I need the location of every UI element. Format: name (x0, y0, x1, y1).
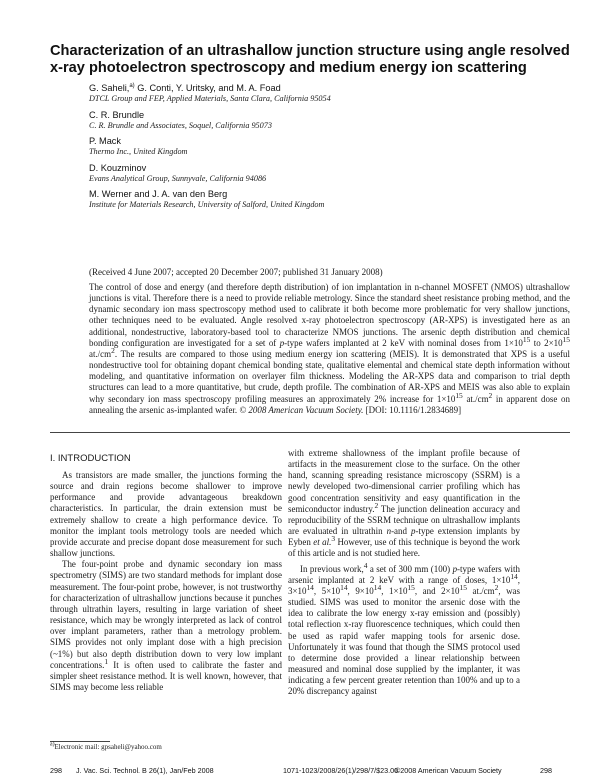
paragraph-text: , was studied. SIMS was used to monitor the arsenic dose with the idea to calibrate the low energy x-ray emission and (possibly) total reflection x-ray fluorescence techniques, which could then be used as rapid wafer mapping tools for arsenic dose. Unfortunately it was found that though the SIMS protocol used to determine dose provided a linear relationship between measured and nominal dose supplied by the implanter, it was indicating a few percent greater retention than 100% and up to a 20% discrepancy against (288, 585, 520, 697)
doi-link[interactable]: [DOI: 10.1116/1.2834689] (363, 404, 462, 415)
footnote-text: Electronic mail: gpsaheli@yahoo.com (54, 743, 162, 751)
abstract-text: -type wafers implanted at 2 keV with nominal doses from 1×10 (284, 337, 523, 348)
exponent: 15 (459, 582, 467, 592)
author-affiliation: C. R. Brundle and Associates, Soquel, California 95073 (89, 120, 272, 130)
paragraph-text: p (411, 526, 416, 537)
paragraph-text: et al. (313, 537, 332, 548)
paragraph: As transistors are made smaller, the junctions forming the source and drain regions become shallower to improve performance and provide advantageous breakdown characteristics. In particular, the drain extension must be extremely shallow to create a high performance device. To monitor the implant tools metrology tools are needed which provide accurate and precise dopant dose measurement for such shallow junctions. (50, 470, 282, 559)
paragraph-text: p (452, 563, 458, 574)
paragraph-text: -and (391, 526, 412, 537)
copyright-notice: © 2008 American Vacuum Society. (239, 404, 364, 415)
exponent: 15 (562, 334, 570, 344)
exponent: 14 (510, 571, 518, 581)
exponent: 15 (455, 390, 463, 400)
exponent: 2 (111, 345, 115, 355)
paragraph-text: The four-point probe and dynamic secondary ion mass spectrometry (SIMS) are two standard methods for implant dose measurement. The four-point probe, however, is not trustworthy for characterization of ultrashallow junctions because it punches through ultrathin layers, resulting in large variation of sheet resistance, which may be wrongly interpreted as lack of control over implant parameters, rather than a metrology problem. SIMS provides not only implant dose with a high precision (~1%) but also depth distribution down to very low implant concentrations. (50, 559, 282, 670)
author-affiliation: Institute for Materials Research, University of Salford, United Kingdom (89, 200, 325, 209)
exponent: 15 (522, 334, 531, 344)
received-dates: (Received 4 June 2007; accepted 20 December 2007; published 31 January 2008) (89, 267, 383, 277)
paragraph-text: In previous work, (300, 563, 364, 574)
paragraph (50, 559, 282, 693)
exponent: 14 (373, 582, 382, 592)
abstract-text: . The results are compared to those using medium energy ion scattering (MEIS). It is demonstrated that XPS is a useful nondestructive tool for obtaining dopant chemical bonding state, qualitative elemental and chemical state depth information without modeling, and quantitative information on overlayer film thickness. Modeling the AR-XPS data and comparison to trial depth structures can lead to a more quantitative, but crude, depth profile. The combination of AR-XPS and MEIS was also able to explain why secondary ion mass spectroscopy profiling measures an approximately 2% increase for 1×10 (89, 348, 570, 404)
abstract-text: at./cm (462, 393, 489, 404)
footnote-mark: a) (129, 82, 135, 89)
journal-citation: J. Vac. Sci. Technol. B 26(1), Jan/Feb 2008 (76, 766, 214, 775)
paragraph-text: n (386, 526, 392, 537)
paragraph-text: with extreme shallowness of the implant profile because of artifacts in the measurement close to the surface. On the other hand, scanning spreading resistance microscopy (SSRM) is a newly developed two-dimensional carrier profiling which has good concentration sensitivity and easy quantification in the semiconductor industry. (288, 448, 520, 514)
paragraph-text: at./cm (466, 585, 495, 596)
footnote (50, 743, 282, 752)
paragraph-text: , 5×10 (313, 585, 341, 596)
right-column (288, 448, 520, 697)
paragraph (288, 560, 520, 698)
paragraph-text: It is often used to calibrate the faster and simpler sheet resistance method. It is well known, however, that SIMS may become less reliable (50, 659, 282, 692)
author-block (89, 136, 569, 157)
reference-mark[interactable]: 2 (374, 500, 379, 510)
paragraph-text: The junction delineation accuracy and reproducibility of the SSRM technique on ultrashallow implants are evaluated in ultrathin (288, 503, 520, 537)
paragraph-text: , 9×10 (347, 585, 374, 596)
author-affiliation: DTCL Group and FEP, Applied Materials, Santa Clara, California 95054 (89, 94, 331, 103)
paragraph-text: -type extension implants by Eyben (288, 526, 520, 548)
exponent: 2 (488, 390, 493, 400)
author-name-text: G. Conti, Y. Uritsky, and M. A. Foad (134, 83, 281, 93)
author-names: C. R. Brundle (89, 109, 145, 120)
author-affiliation: Thermo Inc., United Kingdom (89, 147, 188, 156)
exponent: 14 (306, 582, 314, 592)
abstract-text: to 2×10 (530, 337, 563, 348)
exponent: 14 (340, 582, 348, 592)
reference-mark[interactable]: 4 (363, 560, 368, 570)
article-code: 1071-1023/2008/26(1)/298/7/$23.00 (283, 766, 399, 775)
reference-mark[interactable]: 1 (104, 656, 109, 666)
abstract-text: in apparent dose on annealing the arsenic as-implanted wafer. (89, 393, 570, 415)
page-number-right: 298 (540, 766, 552, 775)
author-names (89, 83, 569, 94)
exponent: 2 (494, 582, 499, 592)
author-names: M. Werner and J. A. van den Berg (89, 189, 228, 199)
abstract-text: The control of dose and energy (and therefore depth distribution) of ion implantation in n-channel MOSFET (NMOS) ultrashallow junctions is vital. Therefore there is a need to provide reliable metrology. Since the standard sheet resistance probing method, and the dynamic secondary ion mass spectroscopy method used to calibrate it both become more problematic for very shallow junctions, other techniques need to be evaluated. Angle resolved x-ray photoelectron spectroscopy (AR-XPS) is investigated here as an additional, nondestructive, laboratory-based tool to characterize NMOS junctions. The arsenic depth distribution and chemical bonding configuration are investigated for a set of (89, 282, 570, 348)
paragraph-text: However, use of this technique is beyond the work of this article and is not studied here. (288, 537, 520, 559)
author-names: P. Mack (89, 136, 121, 146)
paragraph (288, 448, 520, 560)
abstract-text: at./cm (89, 348, 112, 359)
paragraph-text: a set of 300 mm (100) (367, 563, 453, 574)
paragraph-text: -type wafers with arsenic implanted at 2 keV with a range of doses, 1×10 (288, 563, 520, 585)
author-names: D. Kouzminov (89, 162, 147, 173)
author-block (89, 83, 569, 104)
paragraph-text: , 3×10 (288, 574, 520, 596)
author-block (89, 163, 569, 184)
author-block (89, 110, 569, 131)
abstract-text: p (279, 337, 285, 348)
paper-title: Characterization of an ultrashallow junction structure using angle resolved x-ray photoelectron spectroscopy and medium energy ion scattering (50, 43, 570, 76)
abstract (89, 282, 570, 416)
section-heading: I. INTRODUCTION (50, 453, 131, 464)
page-number-left: 298 (50, 766, 62, 775)
society-copyright: ©2008 American Vacuum Society (395, 766, 502, 775)
author-list (89, 83, 569, 216)
footnote-mark: a) (50, 741, 55, 748)
exponent: 15 (407, 582, 415, 592)
footnote-divider (50, 741, 110, 742)
left-column (50, 453, 282, 693)
section-divider (50, 432, 570, 433)
author-name-text: G. Saheli, (89, 83, 130, 93)
paragraph-text: , and 2×10 (414, 585, 460, 596)
paragraph-text: , 1×10 (381, 585, 408, 596)
author-block (89, 189, 569, 210)
reference-mark[interactable]: 3 (331, 534, 336, 544)
author-affiliation: Evans Analytical Group, Sunnyvale, California 94086 (89, 173, 267, 183)
